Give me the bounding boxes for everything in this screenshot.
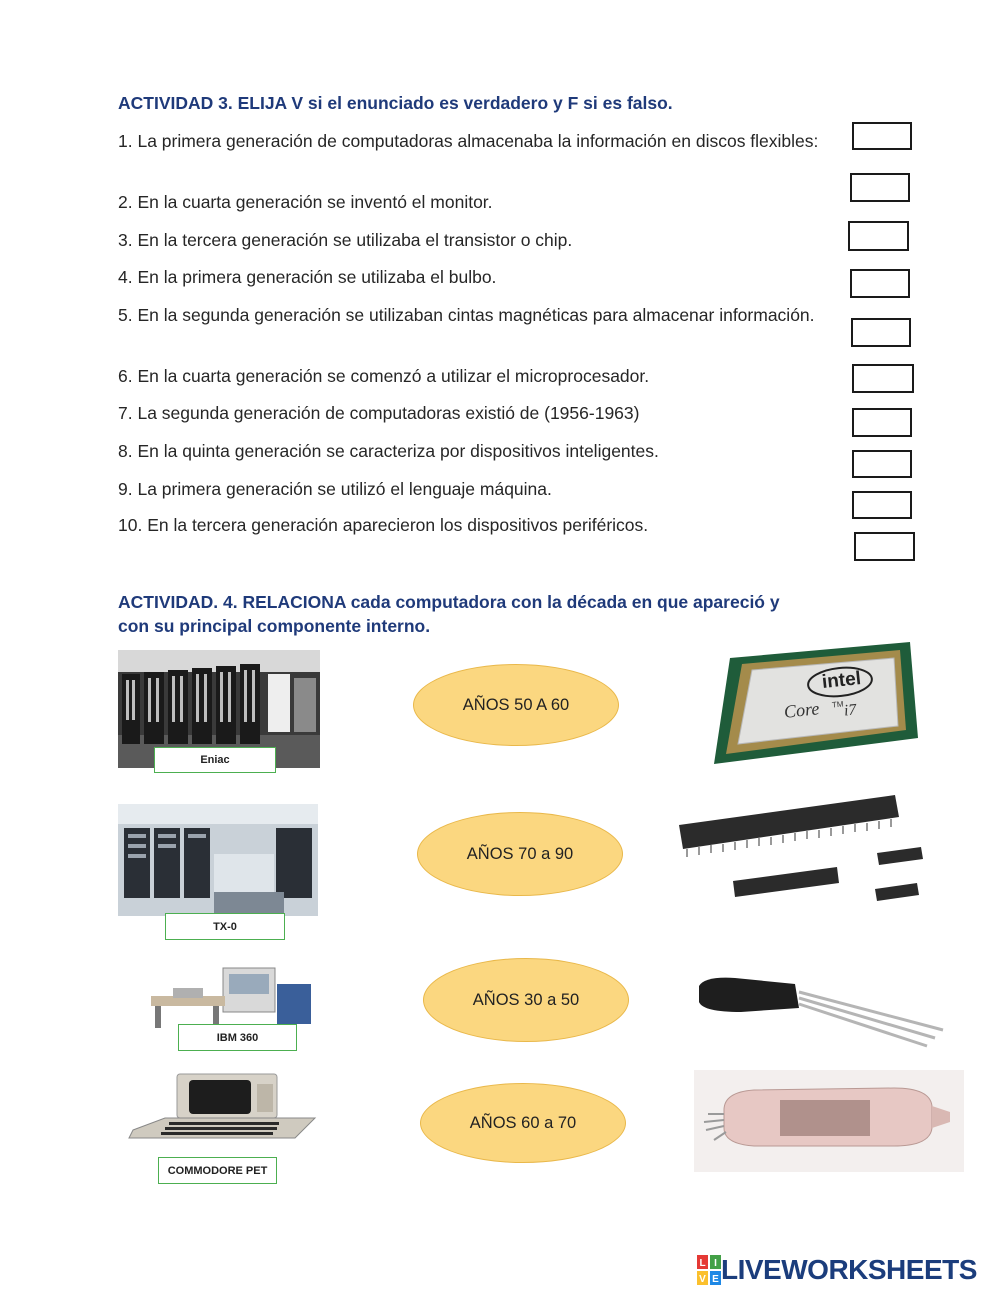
decade-oval-70-90[interactable]: AÑOS 70 a 90: [417, 812, 623, 896]
activity3-heading: ACTIVIDAD 3. ELIJA V si el enunciado es verdadero y F si es falso.: [118, 93, 673, 113]
commodore-photo: [125, 1072, 320, 1147]
question-9: 9. La primera generación se utilizó el lenguaje máquina.: [118, 479, 552, 499]
answer-box-8[interactable]: [852, 450, 912, 478]
question-7: 7. La segunda generación de computadoras existió de (1956-1963): [118, 403, 640, 423]
cpu-tm-text: TM: [831, 699, 845, 710]
computer-label-eniac: Eniac: [154, 747, 276, 773]
answer-box-7[interactable]: [852, 408, 912, 437]
activity4-heading-line1: ACTIVIDAD. 4. RELACIONA cada computadora con la década en que apareció y: [118, 592, 780, 612]
liveworksheets-logo-icon: [697, 1255, 721, 1285]
question-4: 4. En la primera generación se utilizaba el bulbo.: [118, 267, 497, 287]
answer-box-5[interactable]: [851, 318, 911, 347]
logo-letter-e: E: [712, 1274, 719, 1285]
microprocessor-image: [700, 640, 922, 768]
activity4-heading-line2: con su principal componente interno.: [118, 616, 431, 636]
question-5: 5. En la segunda generación se utilizaban cintas magnéticas para almacenar información.: [118, 305, 815, 325]
tx0-photo: [118, 804, 318, 916]
question-10: 10. En la tercera generación aparecieron los dispositivos periféricos.: [118, 515, 649, 535]
logo-letter-i: I: [714, 1258, 717, 1269]
cpu-model-text: Core: [782, 698, 821, 722]
answer-box-2[interactable]: [850, 173, 910, 202]
question-3: 3. En la tercera generación se utilizaba el transistor o chip.: [118, 230, 573, 250]
decade-oval-60-70[interactable]: AÑOS 60 a 70: [420, 1083, 626, 1163]
transistor-image: [695, 972, 945, 1050]
question-6: 6. En la cuarta generación se comenzó a utilizar el microprocesador.: [118, 366, 650, 386]
liveworksheets-logo-text: LIVEWORKSHEETS: [721, 1254, 977, 1285]
logo-letter-l: L: [699, 1258, 706, 1269]
integrated-circuit-image: [677, 795, 925, 910]
question-8: 8. En la quinta generación se caracteriza por dispositivos inteligentes.: [118, 441, 659, 461]
cpu-number-text: i7: [843, 701, 858, 720]
answer-box-3[interactable]: [848, 221, 909, 251]
vacuum-tube-image: [694, 1070, 964, 1172]
liveworksheets-logo: [697, 1253, 977, 1287]
question-1: 1. La primera generación de computadoras almacenaba la información en discos flexibles:: [118, 131, 819, 151]
computer-label-tx0: TX-0: [165, 913, 285, 940]
decade-oval-30-50[interactable]: AÑOS 30 a 50: [423, 958, 629, 1042]
computer-label-commodore: COMMODORE PET: [158, 1157, 277, 1184]
cpu-brand-text: intel: [820, 668, 863, 693]
answer-box-10[interactable]: [854, 532, 915, 561]
decade-oval-50-60[interactable]: AÑOS 50 A 60: [413, 664, 619, 746]
answer-box-9[interactable]: [852, 491, 912, 519]
answer-box-6[interactable]: [852, 364, 914, 393]
answer-box-4[interactable]: [850, 269, 910, 298]
computer-label-ibm360: IBM 360: [178, 1024, 297, 1051]
answer-box-1[interactable]: [852, 122, 912, 150]
question-2: 2. En la cuarta generación se inventó el monitor.: [118, 192, 493, 212]
logo-letter-v: V: [699, 1274, 706, 1285]
ibm360-photo: [143, 966, 313, 1030]
